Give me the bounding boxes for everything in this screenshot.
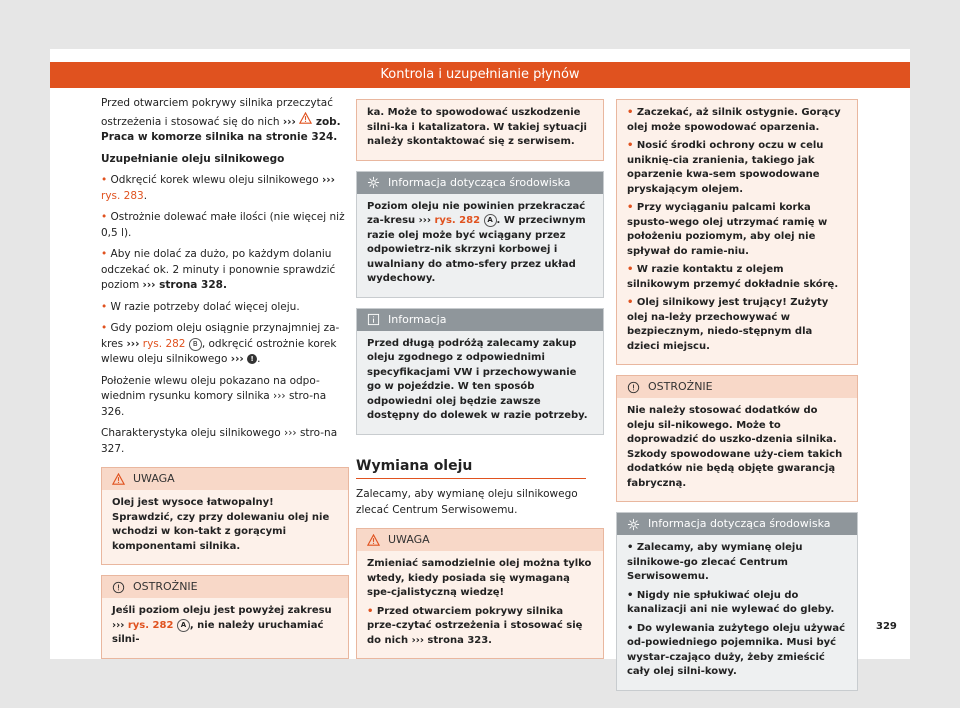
warning-triangle-icon: [299, 112, 312, 125]
figure-link[interactable]: rys. 283: [101, 189, 144, 202]
list-item: • Aby nie dolać za dużo, po każdym dolaniu odczekać ok. 2 minuty i ponownie sprawdzić poziom ››› strona 328.: [101, 248, 336, 291]
warning-text: Olej jest wysoce łatwopalny! Sprawdzić, czy przy dolewaniu olej nie wchodzi w kon-takt z gorącymi komponentami silnika.: [112, 497, 330, 552]
environment-bullet: • Zalecamy, aby wymianę oleju silnikowe-go zlecać Centrum Serwisowemu.: [627, 542, 803, 582]
caution-text: ka. Może to spowodować uszkodzenie silni-ka i katalizatora. W takiej sytuacji należy skontaktować się z serwisem.: [367, 107, 587, 147]
exclamation-circle-icon: [112, 581, 125, 594]
warning-bullet: • Zaczekać, aż silnik ostygnie. Gorący olej może spowodować oparzenia.: [627, 107, 841, 133]
warning-box-continued: [616, 99, 858, 365]
warning-bullet: • W razie kontaktu z olejem silnikowym przemyć dokładnie skórę.: [627, 264, 839, 290]
environment-info-box: [356, 171, 604, 298]
intro-paragraph: Przed otwarciem pokrywy silnika przeczytać ostrzeżenia i stosować się do nich ››› zob. Praca w komorze silnika na stronie 324.: [101, 97, 341, 143]
paragraph: Charakterystyka oleju silnikowego ››› stro-na 327.: [101, 427, 338, 455]
caution-box-continued: [356, 99, 604, 161]
paragraph: Położenie wlewu oleju pokazano na odpo-wiednim rysunku komory silnika ››› stro-na 326.: [101, 374, 327, 418]
info-box: [356, 308, 604, 435]
environment-bullet: • Do wylewania zużytego oleju używać od-powiedniego pojemnika. Musi być wystar-czająco duży, żeby zmieścić cały olej silni-kowy.: [627, 622, 846, 677]
section-text: Zalecamy, aby wymianę oleju silnikowego zlecać Centrum Serwisowemu.: [356, 488, 578, 516]
attention-icon: !: [247, 354, 257, 364]
list-item: • Gdy poziom oleju osiągnie przynajmniej za-kres ››› rys. 282 B , odkręcić ostrożnie korek wlewu oleju silnikowego ››› ! .: [101, 322, 340, 365]
warning-bullet: • Przy wyciąganiu palcami korka spusto-wego olej utrzymać ramię w położeniu poziomym, aby olej nie spływał do ramie-niu.: [627, 202, 828, 257]
environment-leaf-icon: [367, 176, 380, 189]
marker-a-badge: A: [484, 214, 497, 227]
exclamation-circle-icon: [627, 381, 640, 394]
marker-a-badge: A: [177, 619, 190, 632]
warning-text: Zmieniać samodzielnie olej można tylko wtedy, kiedy posiada się wymaganą spe-cjalistyczną wiedzę!: [367, 558, 592, 598]
info-text: Przed długą podróżą zalecamy zakup oleju zgodnego z odpowiednimi specyfikacjami VW i przechowywanie go w pojeździe. W ten sposób odpowiedni olej będzie zawsze dostępny do dolewek w razie potrzeby.: [367, 337, 588, 421]
warning-bullet: • Olej silnikowy jest trujący! Zużyty olej na-leży przechowywać w bezpiecznym, niedo-stępnym dla dzieci miejscu.: [627, 297, 829, 352]
info-title: Informacja: [388, 312, 447, 326]
list-item: • W razie potrzeby dolać więcej oleju.: [101, 300, 300, 313]
column-1: [101, 96, 349, 669]
column-2: [356, 96, 604, 669]
page-number: 329: [876, 621, 897, 632]
environment-leaf-icon: [627, 518, 640, 531]
warning-title: UWAGA: [133, 472, 175, 485]
warning-box: [101, 467, 349, 565]
warning-triangle-icon: [367, 534, 380, 547]
section-title: Wymiana oleju: [356, 459, 586, 480]
page-header: Kontrola i uzupełnianie płynów: [50, 62, 910, 88]
info-icon: [367, 313, 380, 326]
environment-text: Poziom oleju nie powinien przekraczać za-kresu ››› rys. 282 A . W przeciwnym razie olej może być wciągany przez odpowietrz-nik skrzyni korbowej i uwalniany do atmo-sfery przez układ wydechowy.: [367, 200, 586, 284]
caution-title: OSTROŻNIE: [133, 580, 198, 593]
warning-bullet: • Nosić środki ochrony oczu w celu uniknię-cia zranienia, takiego jak oparzenie kwa-sem spowodowane pryskającym olejem.: [627, 140, 824, 195]
caution-text: Jeśli poziom oleju jest powyżej zakresu ››› rys. 282 A , nie należy uruchamiać silni-: [112, 605, 332, 645]
caution-box: [616, 375, 858, 502]
warning-box: [356, 528, 604, 659]
marker-b-badge: B: [189, 338, 202, 351]
environment-title: Informacja dotycząca środowiska: [388, 175, 571, 189]
warning-bullet: • Przed otwarciem pokrywy silnika prze-czytać ostrzeżenia i stosować się do nich ››› strona 323.: [367, 605, 583, 646]
warning-title: UWAGA: [388, 533, 430, 546]
column-3: [616, 96, 858, 701]
list-item: • Odkręcić korek wlewu oleju silnikowego ››› rys. 283.: [101, 174, 335, 202]
warning-triangle-icon: [112, 473, 125, 486]
figure-link[interactable]: rys. 282: [127, 619, 174, 631]
caution-text: Nie należy stosować dodatków do oleju sil-nikowego. Może to doprowadzić do uszko-dzenia silnika. Szkody spowodowane uży-ciem takich dodatków nie będą objęte gwarancją fabryczną.: [627, 405, 843, 489]
caution-box: [101, 575, 349, 659]
environment-bullet: • Nigdy nie spłukiwać oleju do kanalizacji ani nie wylewać do gleby.: [627, 589, 835, 615]
environment-info-box: [616, 512, 858, 691]
list-item: • Ostrożnie dolewać małe ilości (nie więcej niż 0,5 l).: [101, 211, 345, 239]
figure-link[interactable]: rys. 282: [434, 215, 481, 226]
subheading: Uzupełnianie oleju silnikowego: [101, 152, 285, 165]
caution-title: OSTROŻNIE: [648, 380, 713, 393]
environment-title: Informacja dotycząca środowiska: [648, 517, 831, 530]
figure-link[interactable]: rys. 282: [142, 337, 186, 350]
